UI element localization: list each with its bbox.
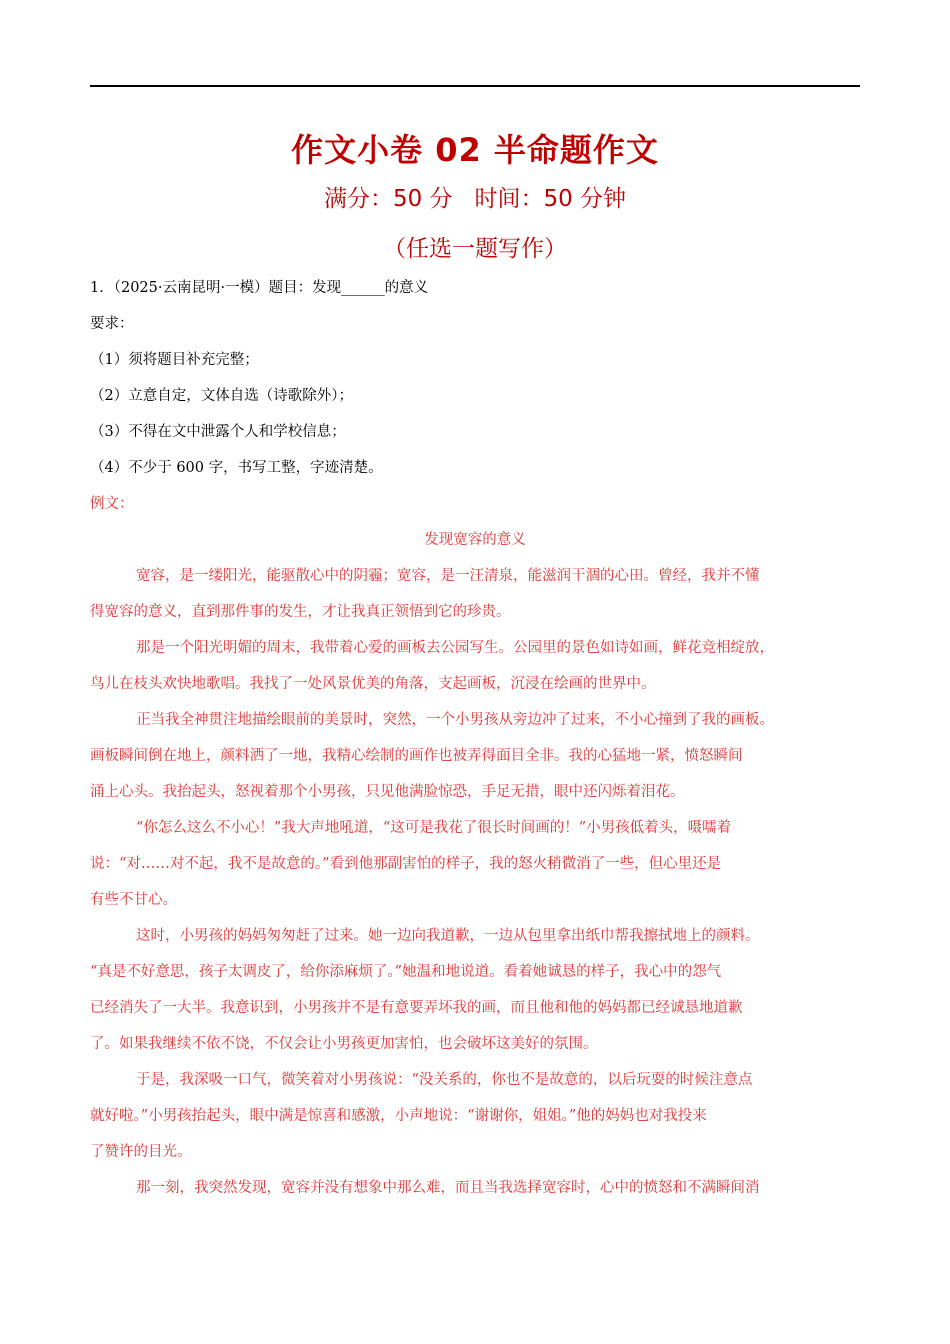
essay-line: 正当我全神贯注地描绘眼前的美景时，突然，一个小男孩从旁边冲了过来，不小心撞到了我的画板。 bbox=[136, 712, 774, 728]
essay-title: 发现宽容的意义 bbox=[424, 532, 526, 548]
essay-line: 涌上心头。我抬起头，怒视着那个小男孩，只见他满脸惊恐，手足无措，眼中还闪烁着泪花。 bbox=[90, 784, 685, 800]
essay-line: 已经消失了一大半。我意识到，小男孩并不是有意要弄坏我的画，而且他和他的妈妈都已经诚恳地道歉 bbox=[90, 1000, 743, 1016]
instruction-note: （任选一题写作） bbox=[383, 236, 567, 262]
requirement-item: （2）立意自定，文体自选（诗歌除外）； bbox=[90, 388, 353, 404]
essay-label: 例文： bbox=[90, 496, 134, 512]
question-stem: 1．（2025·云南昆明·一模）题目：发现______的意义 bbox=[90, 280, 429, 296]
essay-line: 于是，我深吸一口气，微笑着对小男孩说：“没关系的，你也不是故意的，以后玩耍的时候注意点 bbox=[136, 1072, 753, 1088]
essay-line: 宽容，是一缕阳光，能驱散心中的阴霾；宽容，是一汪清泉，能滋润干涸的心田。曾经，我并不懂 bbox=[136, 568, 760, 584]
requirement-item: （4）不少于 600 字，书写工整，字迹清楚。 bbox=[90, 460, 383, 476]
essay-line: 了赞许的目光。 bbox=[90, 1144, 192, 1160]
essay-line: 画板瞬间倒在地上，颜料洒了一地，我精心绘制的画作也被弄得面目全非。我的心猛地一紧，愤怒瞬间 bbox=[90, 748, 743, 764]
top-rule bbox=[90, 85, 860, 87]
essay-line: 得宽容的意义，直到那件事的发生，才让我真正领悟到它的珍贵。 bbox=[90, 604, 511, 620]
document-body bbox=[90, 270, 860, 1206]
page-title: 作文小卷 02 半命题作文 bbox=[291, 131, 659, 169]
essay-line: “你怎么这么不小心！”我大声地吼道，“这可是我花了很长时间画的！”小男孩低着头，嗫嚅着 bbox=[136, 820, 732, 836]
essay-line: 说：“对……对不起，我不是故意的。”看到他那副害怕的样子，我的怒火稍微消了一些，但心里还是 bbox=[90, 856, 722, 872]
requirements-label: 要求： bbox=[90, 316, 134, 332]
essay-line: 了。如果我继续不依不饶，不仅会让小男孩更加害怕，也会破坏这美好的氛围。 bbox=[90, 1036, 598, 1052]
score-time-subtitle: 满分：50 分 时间：50 分钟 bbox=[323, 186, 627, 212]
essay-line: 这时，小男孩的妈妈匆匆赶了过来。她一边向我道歉，一边从包里拿出纸巾帮我擦拭地上的颜料。 bbox=[136, 928, 760, 944]
essay-line: 就好啦。”小男孩抬起头，眼中满是惊喜和感激，小声地说：“谢谢你，姐姐。”他的妈妈也对我投来 bbox=[90, 1108, 707, 1124]
requirement-item: （3）不得在文中泄露个人和学校信息； bbox=[90, 424, 346, 440]
essay-line: 有些不甘心。 bbox=[90, 892, 177, 908]
essay-line: “真是不好意思，孩子太调皮了，给你添麻烦了。”她温和地说道。看着她诚恳的样子，我心中的怨气 bbox=[90, 964, 722, 980]
essay-line: 那一刻，我突然发现，宽容并没有想象中那么难，而且当我选择宽容时，心中的愤怒和不满瞬间消 bbox=[136, 1180, 760, 1196]
essay-line: 那是一个阳光明媚的周末，我带着心爱的画板去公园写生。公园里的景色如诗如画，鲜花竞相绽放， bbox=[136, 640, 774, 656]
requirement-item: （1）须将题目补充完整； bbox=[90, 352, 259, 368]
essay-line: 鸟儿在枝头欢快地歌唱。我找了一处风景优美的角落，支起画板，沉浸在绘画的世界中。 bbox=[90, 676, 656, 692]
